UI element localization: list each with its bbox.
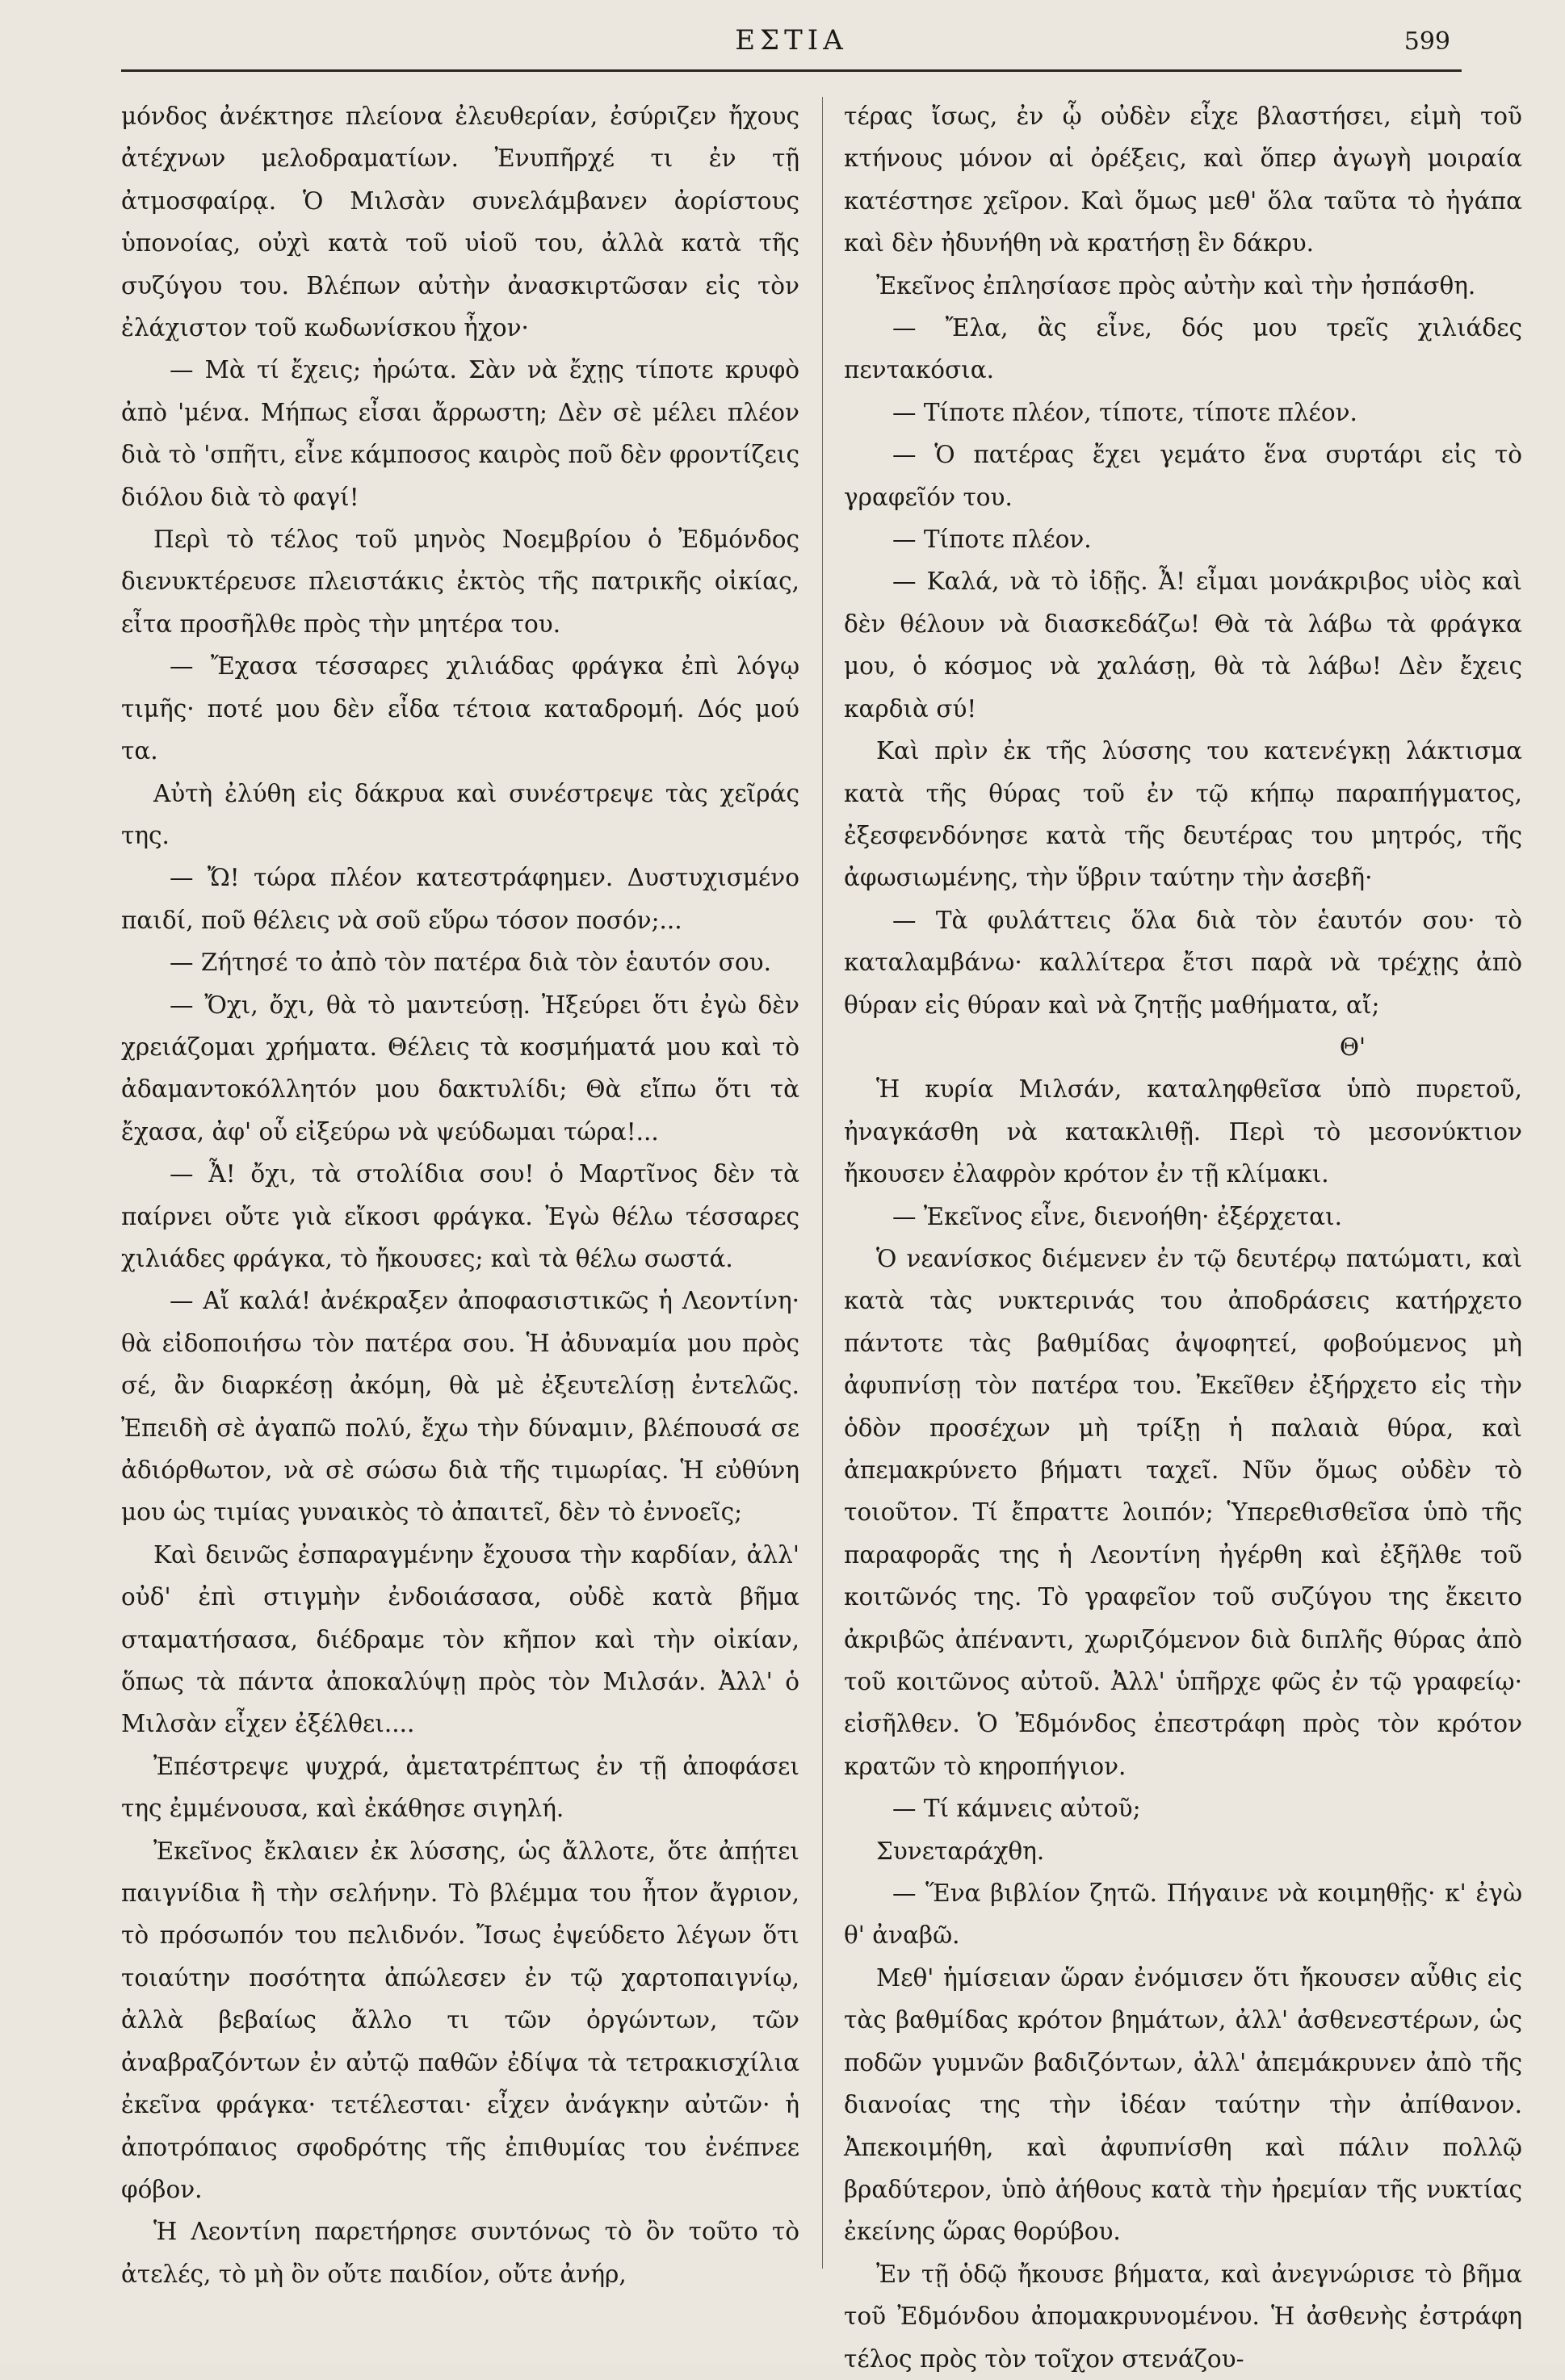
dialogue-line: — Ὁ πατέρας ἔχει γεμάτο ἕνα συρτάρι εἰς τὸ γραφεῖόν του. [844, 441, 1522, 511]
dialogue-line: — Τί κάμνεις αὐτοῦ; [892, 1795, 1141, 1823]
paragraph: μόνδος ἀνέκτησε πλείονα ἐλευθερίαν, ἐσύριζεν ἤχους ἀτέχνων μελοδραματίων. Ἐνυπῆρχέ τι ἐν τῇ ἀτμοσφαίρᾳ. Ὁ Μιλσὰν συνελάμβανεν ἀορίστους ὑπονοίας, οὐχὶ κατὰ τοῦ υἱοῦ του, ἀλλὰ κατὰ τῆς συζύγου του. Βλέπων αὐτὴν ἀνασκιρτῶσαν εἰς τὸν ἐλάχιστον τοῦ κωδωνίσκου ἦχον· [121, 103, 799, 342]
dialogue-line: — Τίποτε πλέον, τίποτε, τίποτε πλέον. [892, 398, 1357, 426]
dialogue-line: — Ὤ! τώρα πλέον κατεστράφημεν. Δυστυχισμένο παιδί, ποῦ θέλεις νὰ σοῦ εὕρω τόσον ποσόν;... [121, 864, 799, 934]
paragraph: Ἐν τῇ ὁδῷ ἤκουσε βήματα, καὶ ἀνεγνώρισε τὸ βῆμα τοῦ Ἐδμόνδου ἀπομακρυνομένου. Ἡ ἀσθενὴς ἐστράφη τέλος πρὸς τὸν τοῖχον στενάζου- [844, 2260, 1522, 2373]
paragraph: Ἡ Λεοντίνη παρετήρησε συντόνως τὸ ὂν τοῦτο τὸ ἀτελές, τὸ μὴ ὂν οὔτε παιδίον, οὔτε ἀνήρ, [121, 2218, 799, 2288]
dialogue-line: — Ὄχι, ὄχι, θὰ τὸ μαντεύσῃ. Ἠξεύρει ὅτι ἐγὼ δὲν χρειάζομαι χρήματα. Θέλεις τὰ κοσμήματά μου καὶ τὸ ἀδαμαντοκόλλητόν μου δακτυλίδι; Θὰ εἴπω ὅτι τὰ ἔχασα, ἀφ' οὗ εἰξεύρω νὰ ψεύδωμαι τώρα!... [121, 991, 799, 1146]
dialogue-line: — Καλά, νὰ τὸ ἰδῇς. Ἆ! εἶμαι μονάκριβος υἱὸς καὶ δὲν θέλουν νὰ διασκεδάζω! Θὰ τὰ λάβω τὰ φράγκα μου, ὁ κόσμος νὰ χαλάσῃ, θὰ τὰ λάβω! Δὲν ἔχεις καρδιὰ σύ! [844, 568, 1522, 723]
paragraph: Ἡ κυρία Μιλσάν, καταληφθεῖσα ὑπὸ πυρετοῦ, ἠναγκάσθη νὰ κατακλιθῇ. Περὶ τὸ μεσονύκτιον ἤκουσεν ἐλαφρὸν κρότον ἐν τῇ κλίμακι. [844, 1075, 1522, 1188]
paragraph: τέρας ἴσως, ἐν ᾧ οὐδὲν εἶχε βλαστήσει, εἰμὴ τοῦ κτήνους μόνον αἱ ὀρέξεις, καὶ ὅπερ ἀγωγὴ μοιραία κατέστησε χεῖρον. Καὶ ὅμως μεθ' ὅλα ταῦτα τὸ ἠγάπα καὶ δὲν ἠδυνήθη νὰ κρατήσῃ ἓν δάκρυ. [844, 103, 1522, 258]
column-divider [822, 97, 823, 2269]
dialogue-line: — Μὰ τί ἔχεις; ἠρώτα. Σὰν νὰ ἔχῃς τίποτε κρυφὸ ἀπὸ 'μένα. Μήπως εἶσαι ἄρρωστη; Δὲν σὲ μέλει πλέον διὰ τὸ 'σπῆτι, εἶνε κάμποσος καιρὸς ποῦ δὲν φροντίζεις διόλου διὰ τὸ φαγί! [121, 356, 799, 511]
paragraph: Αὐτὴ ἐλύθη εἰς δάκρυα καὶ συνέστρεψε τὰς χεῖράς της. [121, 779, 799, 849]
dialogue-line: — Ἔλα, ἂς εἶνε, δός μου τρεῖς χιλιάδες πεντακόσια. [844, 314, 1522, 384]
dialogue-line: — Αἴ καλά! ἀνέκραξεν ἀποφασιστικῶς ἡ Λεοντίνη· θὰ εἰδοποιήσω τὸν πατέρα σου. Ἡ ἀδυναμία μου πρὸς σέ, ἂν διαρκέσῃ ἀκόμη, θὰ μὲ ἐξευτελίσῃ ἐντελῶς. Ἐπειδὴ σὲ ἀγαπῶ πολύ, ἔχω τὴν δύναμιν, βλέπουσά σε ἀδιόρθωτον, νὰ σὲ σώσω διὰ τῆς τιμωρίας. Ἡ εὐθύνη μου ὡς τιμίας γυναικὸς τὸ ἀπαιτεῖ, δὲν τὸ ἐννοεῖς; [121, 1287, 799, 1527]
section-number: Θ' [1339, 1033, 1366, 1061]
dialogue-line: — Ζήτησέ το ἀπὸ τὸν πατέρα διὰ τὸν ἑαυτόν σου. [170, 949, 771, 977]
paragraph: Καὶ δεινῶς ἐσπαραγμένην ἔχουσα τὴν καρδίαν, ἀλλ' οὐδ' ἐπὶ στιγμὴν ἐνδοιάσασα, οὐδὲ κατὰ βῆμα σταματήσασα, διέδραμε τὸν κῆπον καὶ τὴν οἰκίαν, ὅπως τὰ πάντα ἀποκαλύψῃ πρὸς τὸν Μιλσάν. Ἀλλ' ὁ Μιλσὰν εἶχεν ἐξέλθει.... [121, 1540, 799, 1738]
paragraph: Ἐπέστρεψε ψυχρά, ἀμετατρέπτως ἐν τῇ ἀποφάσει της ἐμμένουσα, καὶ ἐκάθησε σιγηλή. [121, 1752, 799, 1823]
dialogue-line: — Τὰ φυλάττεις ὅλα διὰ τὸν ἑαυτόν σου· τὸ καταλαμβάνω· καλλίτερα ἔτσι παρὰ νὰ τρέχῃς ἀπὸ θύραν εἰς θύραν καὶ νὰ ζητῇς μαθήματα, αἴ; [844, 906, 1522, 1019]
journal-title: ΕΣΤΙΑ [735, 24, 848, 57]
paragraph: Ὁ νεανίσκος διέμενεν ἐν τῷ δευτέρῳ πατώματι, καὶ κατὰ τὰς νυκτερινάς του ἀποδράσεις κατήρχετο πάντοτε τὰς βαθμίδας ἀψοφητεί, φοβούμενος μὴ ἀφυπνίσῃ τὸν πατέρα του. Ἐκεῖθεν ἐξήρχετο εἰς τὴν ὁδὸν προσέχων μὴ τρίξῃ ἡ παλαιὰ θύρα, καὶ ἀπεμακρύνετο βήματι ταχεῖ. Νῦν ὅμως οὐδὲν τὸ τοιοῦτον. Τί ἔπραττε λοιπόν; Ὑπερεθισθεῖσα ὑπὸ τῆς παραφορᾶς της ἡ Λεοντίνη ἠγέρθη καὶ ἐξῆλθε τοῦ κοιτῶνός της. Τὸ γραφεῖον τοῦ συζύγου της ἔκειτο ἀκριβῶς ἀπέναντι, χωριζόμενον διὰ διπλῆς θύρας ἀπὸ τοῦ κοιτῶνος αὐτοῦ. Ἀλλ' ὑπῆρχε φῶς ἐν τῷ γραφείῳ· εἰσῆλθεν. Ὁ Ἐδμόνδος ἐπεστράφη πρὸς τὸν κρότον κρατῶν τὸ κηροπήγιον. [844, 1244, 1522, 1780]
header-rule [121, 69, 1462, 72]
paragraph: Μεθ' ἡμίσειαν ὥραν ἐνόμισεν ὅτι ἤκουσεν αὖθις εἰς τὰς βαθμίδας κρότον βημάτων, ἀλλ' ἀσθενεστέρων, ὡς ποδῶν γυμνῶν βαδιζόντων, ἀλλ' ἀπεμάκρυνεν ἀπὸ τῆς διανοίας της τὴν ἰδέαν ταύτην τὴν ἀπίθανον. Ἀπεκοιμήθη, καὶ ἀφυπνίσθη καὶ πάλιν πολλῷ βραδύτερον, ὑπὸ ἀήθους κατὰ τὴν ἠρεμίαν τῆς νυκτίας ἐκείνης ὥρας θορύβου. [844, 1963, 1522, 2246]
paragraph: Ἐκεῖνος ἔκλαιεν ἐκ λύσσης, ὡς ἄλλοτε, ὅτε ἀπῄτει παιγνίδια ἢ τὴν σελήνην. Τὸ βλέμμα του ἦτον ἄγριον, τὸ πρόσωπόν του πελιδνόν. Ἴσως ἐψεύδετο λέγων ὅτι τοιαύτην ποσότητα ἀπώλεσεν ἐν τῷ χαρτοπαιγνίῳ, ἀλλὰ βεβαίως ἄλλο τι τῶν ὀργώντων, τῶν ἀναβραζόντων ἐν αὐτῷ παθῶν ἐδίψα τὰ τετρακισχίλια ἐκεῖνα φράγκα· τετέλεσται· εἶχεν ἀνάγκην αὐτῶν· ἡ ἀποτρόπαιος σφοδρότης τῆς ἐπιθυμίας του ἐνέπνεε φόβον. [121, 1837, 799, 2203]
paragraph: Καὶ πρὶν ἐκ τῆς λύσσης του κατενέγκῃ λάκτισμα κατὰ τῆς θύρας τοῦ ἐν τῷ κήπῳ παραπήγματος, ἐξεσφενδόνησε κατὰ τῆς δευτέρας του μητρός, τῆς ἀφωσιωμένης, τὴν ὕβριν ταύτην τὴν ἀσεβῆ· [844, 737, 1522, 892]
running-head [121, 18, 1462, 66]
page-number: 599 [1403, 27, 1450, 56]
paragraph: Συνεταράχθη. [876, 1837, 1045, 1865]
dialogue-line: — Ἆ! ὄχι, τὰ στολίδια σου! ὁ Μαρτῖνος δὲν τὰ παίρνει οὔτε γιὰ εἴκοσι φράγκα. Ἐγὼ θέλω τέσσαρες χιλιάδες φράγκα, τὸ ἤκουσες; καὶ τὰ θέλω σωστά. [121, 1160, 799, 1272]
dialogue-line: — Ἕνα βιβλίον ζητῶ. Πήγαινε νὰ κοιμηθῇς· κ' ἐγὼ θ' ἀναβῶ. [844, 1879, 1522, 1950]
paragraph: Ἐκεῖνος ἐπλησίασε πρὸς αὐτὴν καὶ τὴν ἠσπάσθη. [876, 271, 1476, 300]
left-column [121, 95, 799, 2288]
paragraph: Περὶ τὸ τέλος τοῦ μηνὸς Νοεμβρίου ὁ Ἐδμόνδος διενυκτέρευσε πλειστάκις ἐκτὸς τῆς πατρικῆς οἰκίας, εἶτα προσῆλθε πρὸς τὴν μητέρα του. [121, 526, 799, 638]
dialogue-line: — Τίποτε πλέον. [892, 526, 1092, 554]
right-column [844, 95, 1522, 2373]
dialogue-line: — Ἐκεῖνος εἶνε, διενοήθη· ἐξέρχεται. [892, 1202, 1342, 1230]
dialogue-line: — Ἔχασα τέσσαρες χιλιάδας φράγκα ἐπὶ λόγῳ τιμῆς· ποτέ μου δὲν εἶδα τέτοια καταδρομή. Δός μού τα. [121, 652, 799, 765]
